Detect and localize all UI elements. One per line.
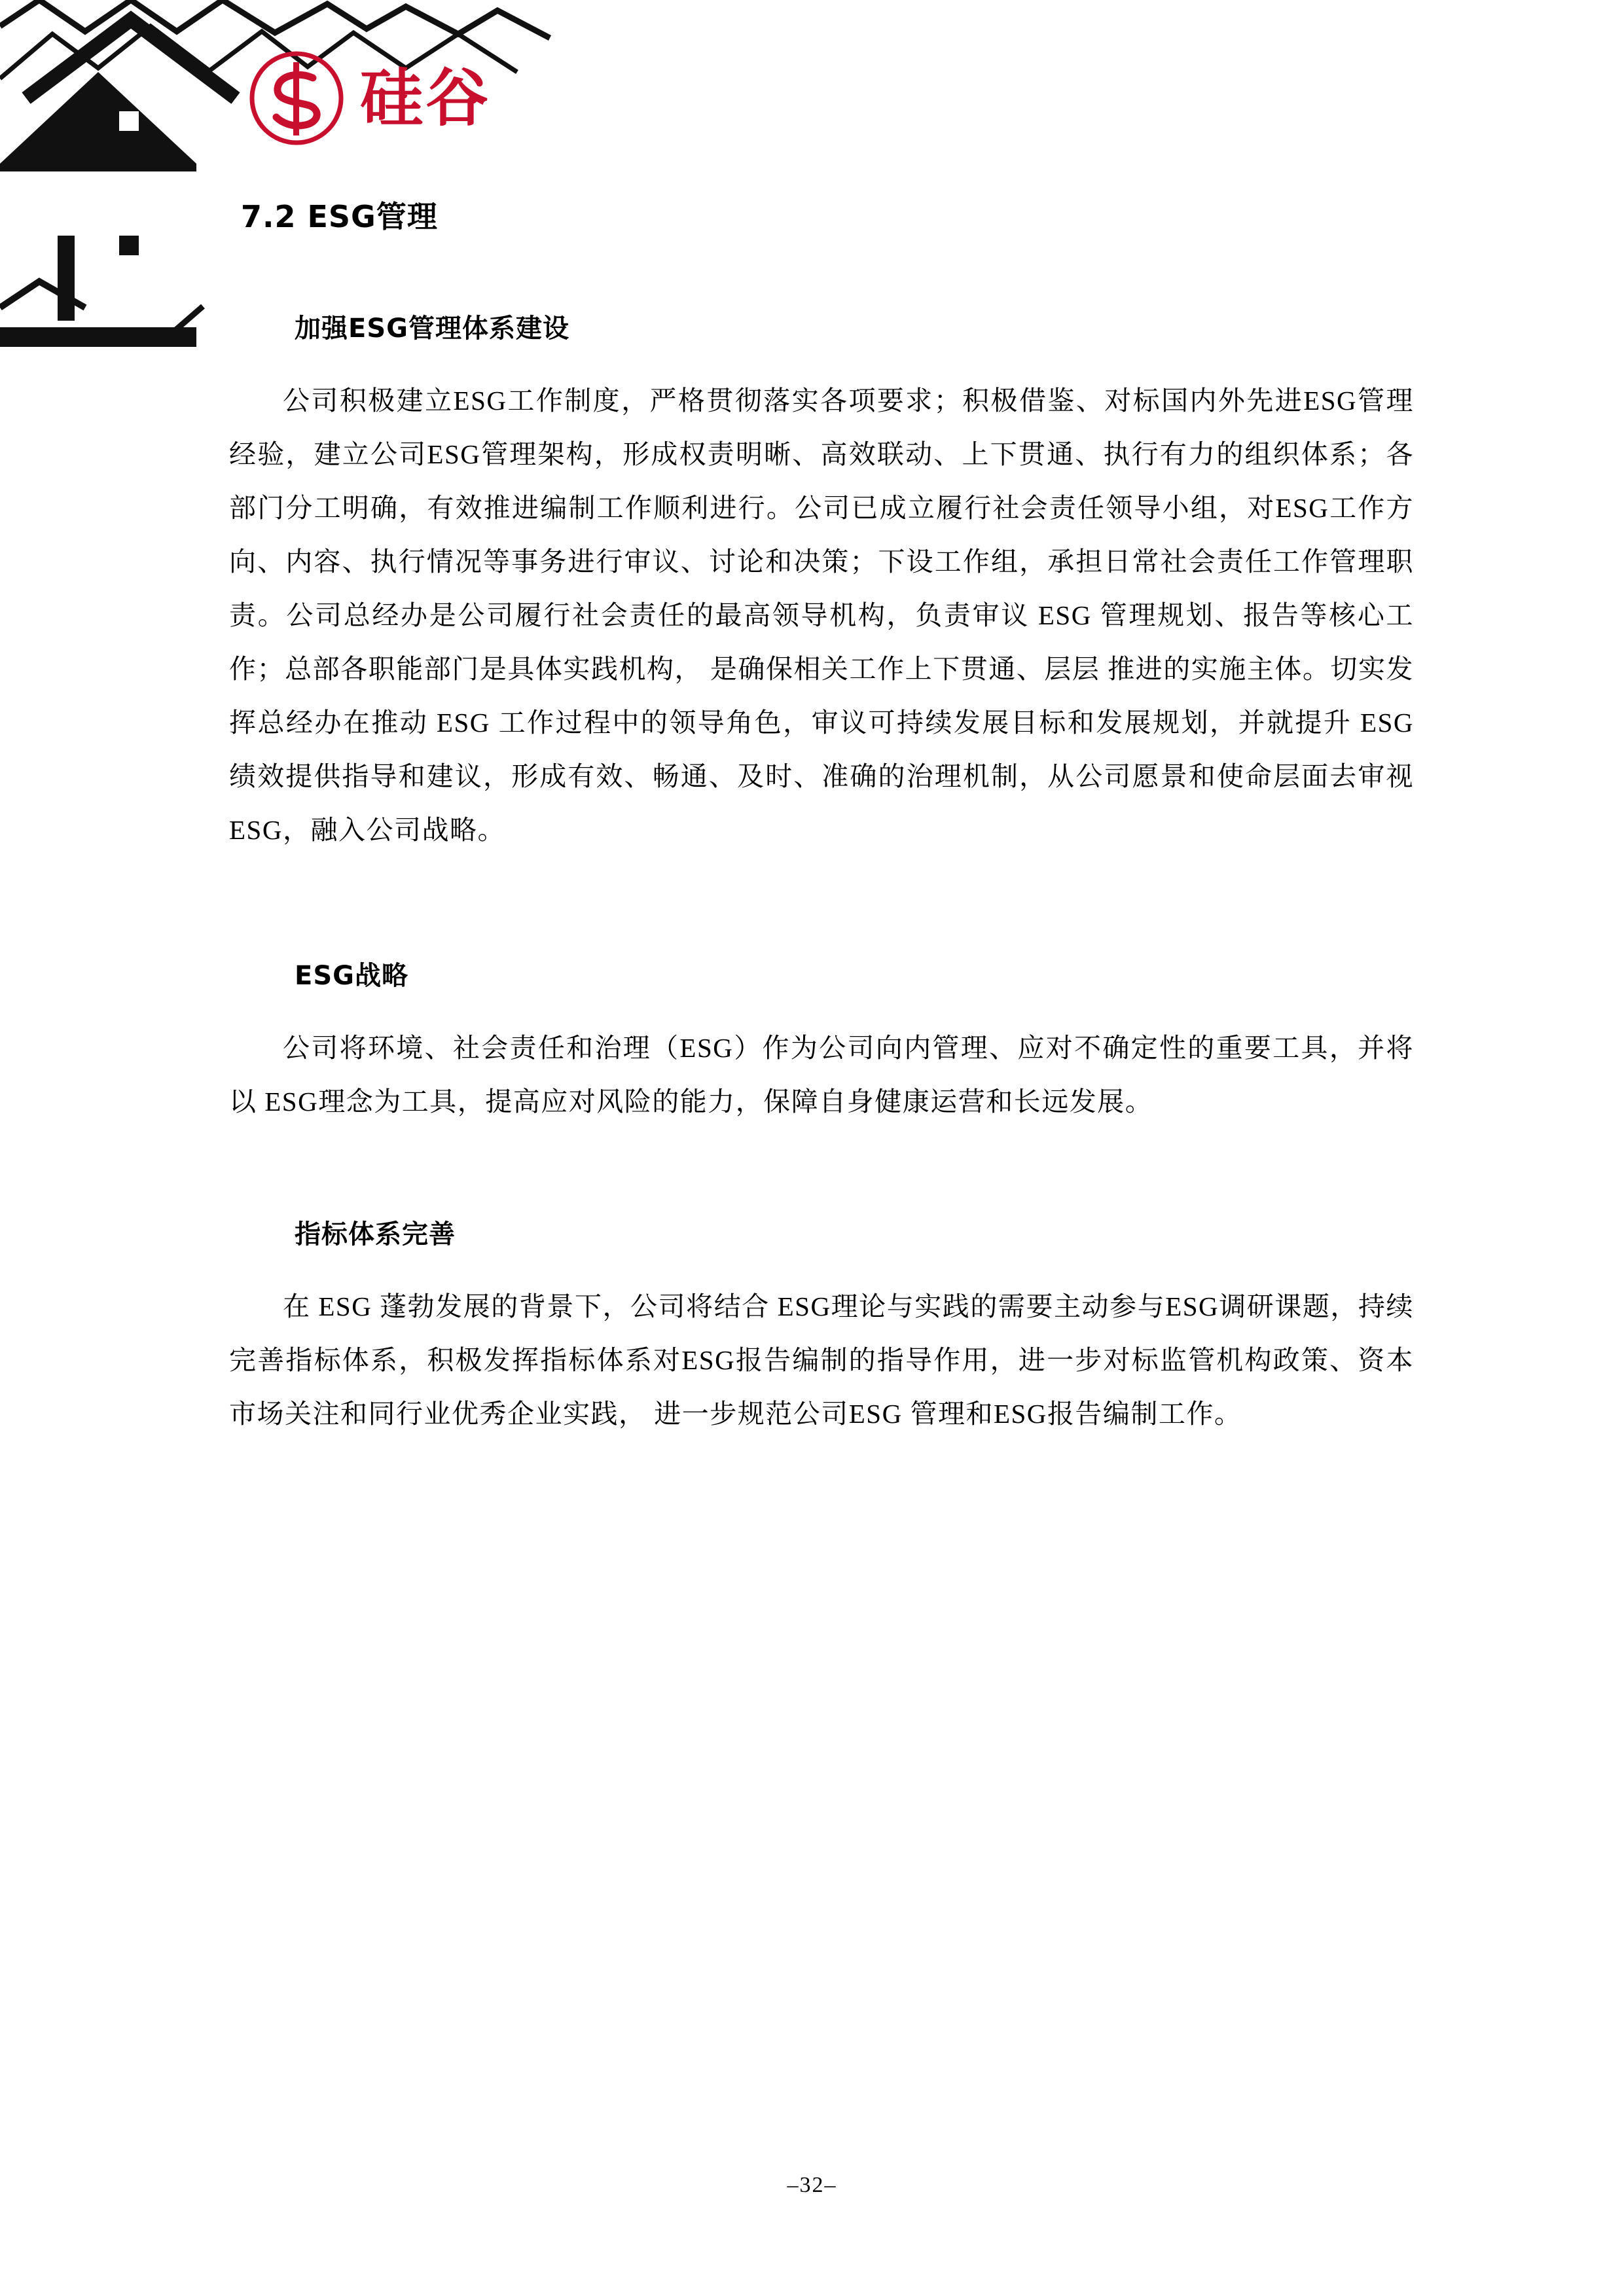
paragraph-2: 公司将环境、社会责任和治理（ESG）作为公司向内管理、应对不确定性的重要工具，并将以 ESG理念为工具，提高应对风险的能力，保障自身健康运营和长远发展。 [229,1033,1414,1117]
page-title: 7.2 ESG管理 [241,199,438,234]
paragraph-1: 公司积极建立ESG工作制度，严格贯彻落实各项要求；积极借鉴、对标国内外先进ESG管理经验，建立公司ESG管理架构，形成权责明晰、高效联动、上下贯通、执行有力的组织体系；各部门分工明确，有效推进编制工作顺利进行。公司已成立履行社会责任领导小组，对ESG工作方向、内容、执行情况等事务进行审议、讨论和决策；下设工作组，承担日常社会责任工作管理职责。公司总经办是公司履行社会责任的最高领导机构，负责审议 ESG 管理规划、报告等核心工作；总部各职能部门是具体实践机构， 是确保相关工作上下贯通、层层 推进的实施主体。切实发挥总经办在推动 ESG 工作过程中的领导角色，审议可持续发展目标和发展规划，并就提升 ESG绩效提供指导和建议，形成有效、畅通、及时、准确的治理机制，从公司愿景和使命层面去审视 ESG，融入公司战略。 [229,386,1414,845]
subsection-heading-2: ESG战略 [295,961,408,991]
document-body [229,308,1414,1441]
subsection-heading-3: 指标体系完善 [295,1219,456,1249]
page-number: –32– [787,2173,837,2197]
subsection-heading-1: 加强ESG管理体系建设 [295,314,569,344]
paragraph-3: 在 ESG 蓬勃发展的背景下，公司将结合 ESG理论与实践的需要主动参与ESG调研课题，持续完善指标体系，积极发挥指标体系对ESG报告编制的指导作用，进一步对标监管机构政策、资本市场关注和同行业优秀企业实践， 进一步规范公司ESG 管理和ESG报告编制工作。 [229,1291,1414,1429]
logo-wordmark: 硅谷 [360,62,491,135]
spacer [229,1128,1414,1213]
spacer [229,857,1414,955]
